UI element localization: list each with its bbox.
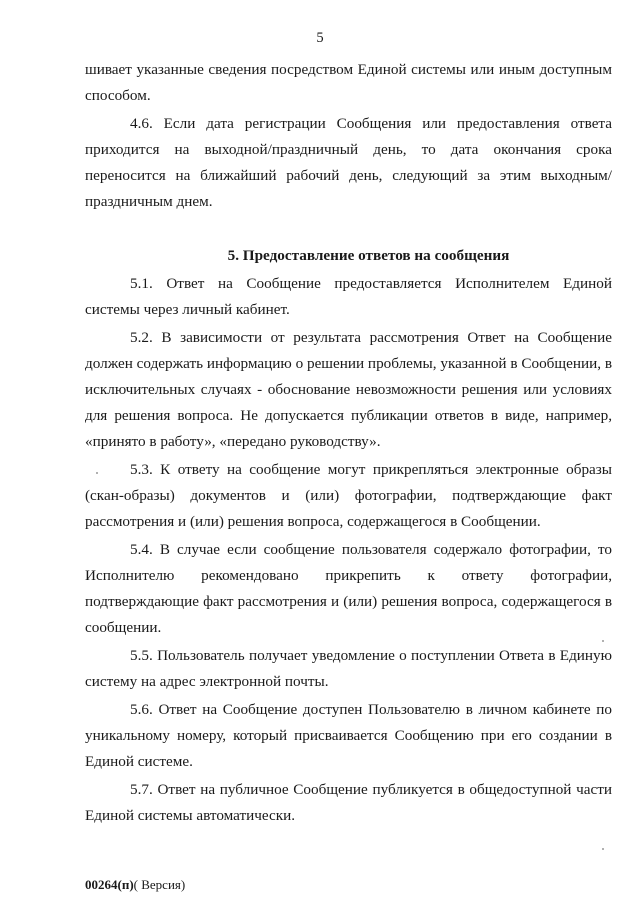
paragraph-5-7: 5.7. Ответ на публичное Сообщение публикуется в общедоступной части Единой системы автоматически. — [85, 781, 612, 824]
scan-artifact — [602, 848, 604, 850]
paragraph-continuation: шивает указанные сведения посредством Единой системы или иным доступным способом. — [85, 61, 612, 104]
document-code: 00264(п) — [85, 877, 134, 892]
paragraph-5-2: 5.2. В зависимости от результата рассмотрения Ответ на Сообщение должен содержать информацию о решении проблемы, указанной в Сообщении, в исключительных случаях - обоснование невозможности решения или условиях для решения вопроса. Не допускается публикации ответов в виде, например, «принято в работу», «передано руководству». — [85, 329, 612, 450]
paragraph-5-5: 5.5. Пользователь получает уведомление о поступлении Ответа в Единую систему на адрес электронной почты. — [85, 647, 612, 690]
section-heading: 5. Предоставление ответов на сообщения — [227, 247, 510, 264]
document-version: ( Версия) — [133, 877, 186, 892]
page-number: 5 — [316, 30, 324, 46]
paragraph-4-6: 4.6. Если дата регистрации Сообщения или предоставления ответа приходится на выходной/праздничный день, то дата окончания срока переносится на ближайший рабочий день, следующий за этим выходным/праздничным днем. — [85, 115, 612, 210]
paragraph-5-4: 5.4. В случае если сообщение пользователя содержало фотографии, то Исполнителю рекомендовано прикрепить к ответу фотографии, подтверждающие факт рассмотрения и (или) решения вопроса, содержащегося в сообщении. — [85, 541, 612, 636]
scan-artifact — [96, 472, 98, 474]
document-body — [85, 57, 612, 829]
paragraph-5-3: 5.3. К ответу на сообщение могут прикрепляться электронные образы (скан-образы) документов и (или) фотографии, подтверждающие факт рассмотрения и (или) решения вопроса, содержащегося в Сообщении. — [85, 461, 612, 530]
document-footer — [85, 876, 185, 894]
scan-artifact — [602, 640, 604, 642]
paragraph-5-1: 5.1. Ответ на Сообщение предоставляется Исполнителем Единой системы через личный кабинет. — [85, 275, 612, 318]
paragraph-5-6: 5.6. Ответ на Сообщение доступен Пользователю в личном кабинете по уникальному номеру, который присваивается Сообщению при его создании в Единой системе. — [85, 701, 612, 770]
